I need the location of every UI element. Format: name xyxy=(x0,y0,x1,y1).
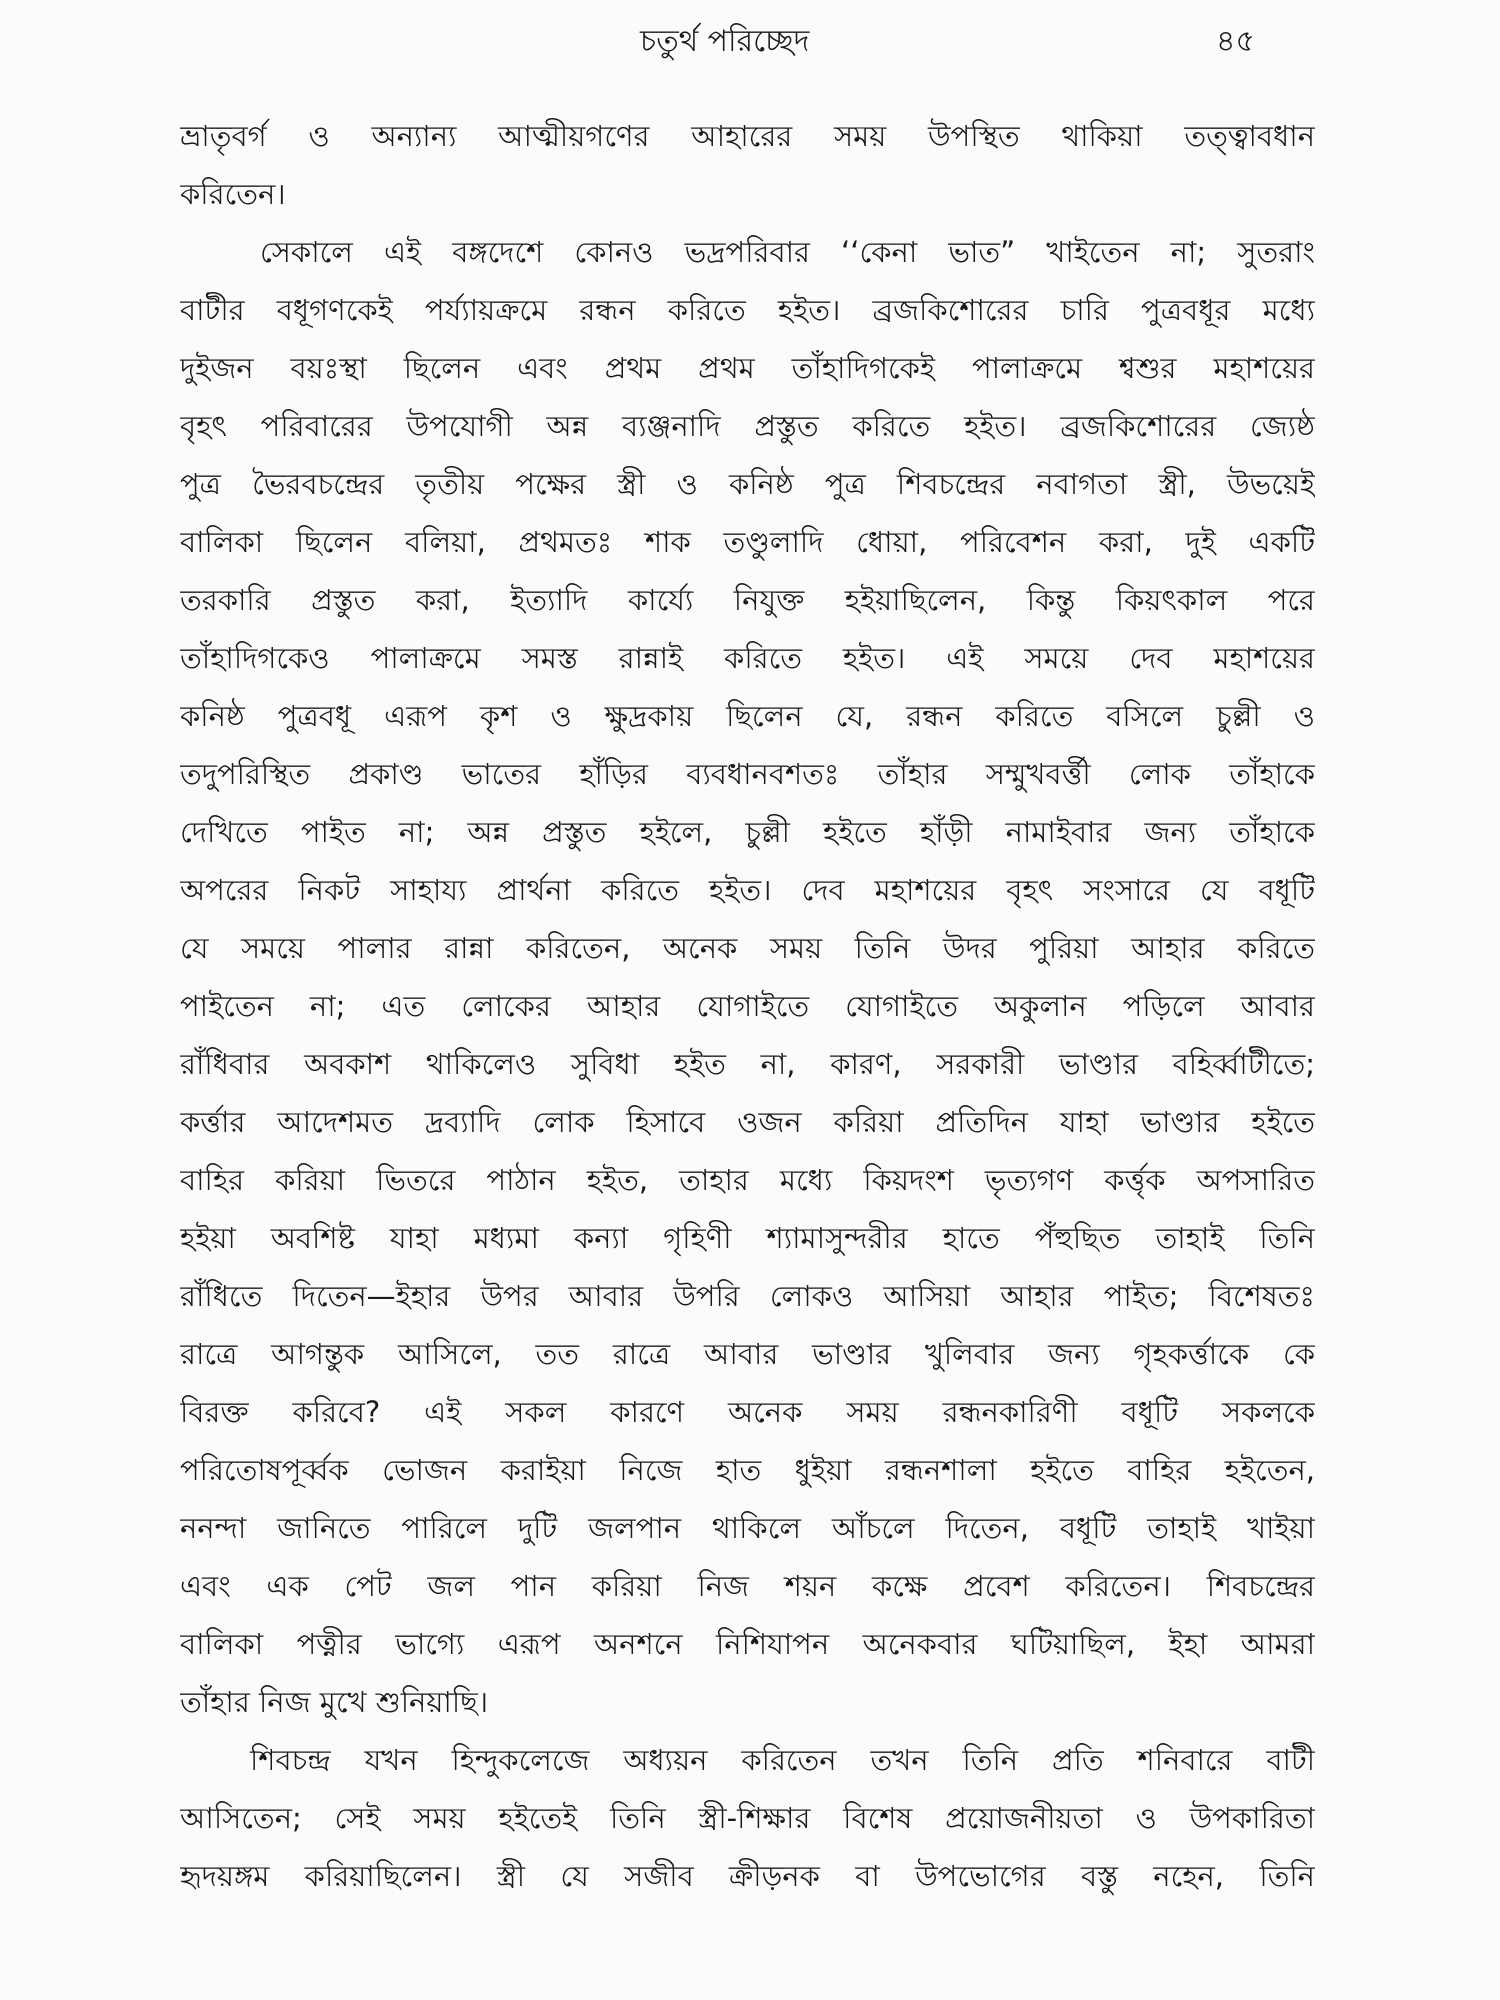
text-line: তাঁহাদিগকেও পালাক্রমে সমস্ত রান্নাই করিতে হইত। এই সময়ে দেব মহাশয়ের xyxy=(180,641,1315,675)
text-line: বৃহৎ পরিবারের উপযোগী অন্ন ব্যঞ্জনাদি প্রস্তুত করিতে হইত। ব্রজকিশোরের জ্যেষ্ঠ xyxy=(180,409,1315,443)
text-line: এবং এক পেট জল পান করিয়া নিজ শয়ন কক্ষে প্রবেশ করিতেন। শিবচন্দ্রের xyxy=(180,1569,1315,1603)
text-line: আসিতেন; সেই সময় হইতেই তিনি স্ত্রী-শিক্ষার বিশেষ প্রয়োজনীয়তা ও উপকারিতা xyxy=(180,1801,1315,1835)
text-line: তদুপরিস্থিত প্রকাণ্ড ভাতের হাঁড়ির ব্যবধানবশতঃ তাঁহার সম্মুখবর্ত্তী লোক তাঁহাকে xyxy=(180,757,1315,791)
text-line: বিরক্ত করিবে? এই সকল কারণে অনেক সময় রন্ধনকারিণী বধূটি সকলকে xyxy=(180,1395,1315,1429)
text-line: পুত্র ভৈরবচন্দ্রের তৃতীয় পক্ষের স্ত্রী ও কনিষ্ঠ পুত্র শিবচন্দ্রের নবাগতা স্ত্রী, উভয়েই xyxy=(180,467,1315,501)
text-line: পরিতোষপূর্ব্বক ভোজন করাইয়া নিজে হাত ধুইয়া রন্ধনশালা হইতে বাহির হইতেন, xyxy=(180,1453,1315,1487)
text-line: হৃদয়ঙ্গম করিয়াছিলেন। স্ত্রী যে সজীব ক্রীড়নক বা উপভোগের বস্তু নহেন, তিনি xyxy=(180,1859,1315,1893)
body-text xyxy=(180,107,1315,1905)
text-line: ননন্দা জানিতে পারিলে দুটি জলপান থাকিলে আঁচলে দিতেন, বধূটি তাহাই খাইয়া xyxy=(180,1511,1315,1545)
text-line: যে সময়ে পালার রান্না করিতেন, অনেক সময় তিনি উদর পুরিয়া আহার করিতে xyxy=(180,931,1315,965)
text-line: অপরের নিকট সাহায্য প্রার্থনা করিতে হইত। দেব মহাশয়ের বৃহৎ সংসারে যে বধূটি xyxy=(180,873,1315,907)
text-line: সেকালে এই বঙ্গদেশে কোনও ভদ্রপরিবার ‘‘কেনা ভাত” খাইতেন না; সুতরাং xyxy=(260,235,1315,269)
text-line: হইয়া অবশিষ্ট যাহা মধ্যমা কন্যা গৃহিণী শ্যামাসুন্দরীর হাতে পঁহুছিত তাহাই তিনি xyxy=(180,1221,1315,1255)
text-line: তাঁহার নিজ মুখে শুনিয়াছি। xyxy=(180,1685,489,1719)
text-line: বাহির করিয়া ভিতরে পাঠান হইত, তাহার মধ্যে কিয়দংশ ভৃত্যগণ কর্ত্তৃক অপসারিত xyxy=(180,1163,1315,1197)
text-line: বাটীর বধূগণকেই পর্য্যায়ক্রমে রন্ধন করিতে হইত। ব্রজকিশোরের চারি পুত্রবধূর মধ্যে xyxy=(180,293,1315,327)
text-line: রাঁধিতে দিতেন—ইহার উপর আবার উপরি লোকও আসিয়া আহার পাইত; বিশেষতঃ xyxy=(180,1279,1315,1313)
running-head: চতুর্থ পরিচ্ছেদ xyxy=(640,24,810,59)
text-line: তরকারি প্রস্তুত করা, ইত্যাদি কার্য্যে নিযুক্ত হইয়াছিলেন, কিন্তু কিয়ৎকাল পরে xyxy=(180,583,1315,617)
text-line: রাত্রে আগন্তুক আসিলে, তত রাত্রে আবার ভাণ্ডার খুলিবার জন্য গৃহকর্ত্তাকে কে xyxy=(180,1337,1315,1371)
text-line: কনিষ্ঠ পুত্রবধূ এরূপ কৃশ ও ক্ষুদ্রকায় ছিলেন যে, রন্ধন করিতে বসিলে চুল্লী ও xyxy=(180,699,1315,733)
text-line: দেখিতে পাইত না; অন্ন প্রস্তুত হইলে, চুল্লী হইতে হাঁড়ী নামাইবার জন্য তাঁহাকে xyxy=(180,815,1315,849)
text-line: কর্ত্তার আদেশমত দ্রব্যাদি লোক হিসাবে ওজন করিয়া প্রতিদিন যাহা ভাণ্ডার হইতে xyxy=(180,1105,1315,1139)
text-line: শিবচন্দ্র যখন হিন্দুকলেজে অধ্যয়ন করিতেন তখন তিনি প্রতি শনিবারে বাটী xyxy=(250,1743,1315,1777)
text-line: দুইজন বয়ঃস্থা ছিলেন এবং প্রথম প্রথম তাঁহাদিগকেই পালাক্রমে শ্বশুর মহাশয়ের xyxy=(180,351,1315,385)
text-line: বালিকা ছিলেন বলিয়া, প্রথমতঃ শাক তণ্ডুলাদি ধোয়া, পরিবেশন করা, দুই একটি xyxy=(180,525,1315,559)
text-line: পাইতেন না; এত লোকের আহার যোগাইতে যোগাইতে অকুলান পড়িলে আবার xyxy=(180,989,1315,1023)
text-line: করিতেন। xyxy=(180,177,286,211)
page-number: ৪৫ xyxy=(1216,24,1255,59)
text-line: ভ্রাতৃবর্গ ও অন্যান্য আত্মীয়গণের আহারের সময় উপস্থিত থাকিয়া তত্ত্বাবধান xyxy=(180,119,1315,153)
text-line: বালিকা পত্নীর ভাগ্যে এরূপ অনশনে নিশিযাপন অনেকবার ঘটিয়াছিল, ইহা আমরা xyxy=(180,1627,1315,1661)
text-line: রাঁধিবার অবকাশ থাকিলেও সুবিধা হইত না, কারণ, সরকারী ভাণ্ডার বহির্ব্বাটীতে; xyxy=(180,1047,1315,1081)
